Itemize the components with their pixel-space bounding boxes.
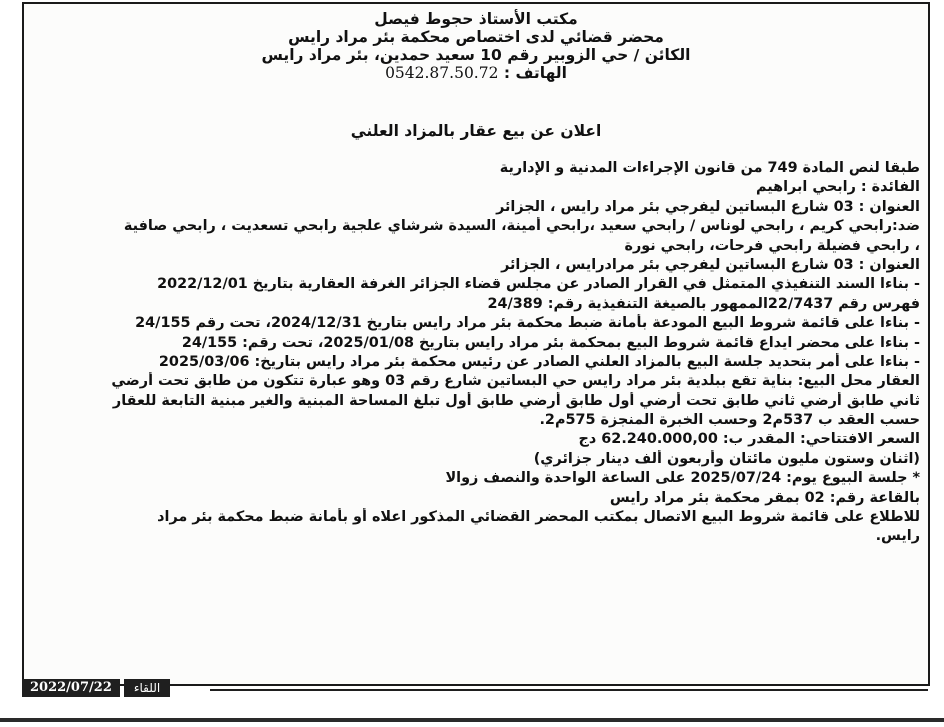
phone-line [24,64,928,82]
body-line: ، رابحي فضيلة رابحي فرحات، رابحي نورة [624,237,920,254]
body-line: - بناءا على قائمة شروط البيع المودعة بأمانة ضبط محكمة بئر مراد رايس بتاريخ 2024/12/31، تحت رقم 24/155 [135,315,920,332]
body-line: - بناءا على أمر بتحديد جلسة البيع بالمزاد العلني الصادر عن رئيس محكمة بئر مراد رايس بتاريخ: 2025/03/06 [158,353,920,370]
phone-label: الهاتف : [503,64,567,82]
publication-footer [22,679,170,697]
body-line: بالقاعة رقم: 02 بمقر محكمة بئر مراد رايس [609,489,920,506]
body-line: ضد:رابحي كريم ، رابحي لوناس / رابحي سعيد ،رابحي أمينة، السيدة شرشاي علجية رابحي تسعديت ، رابحي صافية [123,218,920,235]
body-line: رايس. [875,528,920,545]
body-line: - بناءا السند التنفيذي المتمثل في القرار الصادر عن مجلس قضاء الجزائر الغرفة العقارية بتاريخ 2022/12/01 [157,276,920,293]
footer-rule [210,689,928,691]
announcement-frame [22,2,930,686]
body-line: العقار محل البيع: بناية تقع ببلدية بئر مراد رايس حي البساتين شارع رقم 03 وهو عبارة تتكون من طابق تحت أرضي [111,373,920,390]
body-line: * جلسة البيوع يوم: 2025/07/24 على الساعة الواحدة والنصف زوالا [445,470,920,487]
publication-date: 2022/07/22 [22,679,120,697]
body-line: العنوان : 03 شارع البساتين ليفرجي بئر مراد رايس ، الجزائر [496,198,920,215]
bailiff-header [24,10,928,82]
announcement-title: اعلان عن بيع عقار بالمزاد العلني [350,122,602,140]
body-line: طبقا لنص المادة 749 من قانون الإجراءات المدنية و الإدارية [499,160,920,176]
office-address: الكائن / حي الزوبير رقم 10 سعيد حمدين، بئر مراد رايس [261,46,691,64]
body-line: العنوان : 03 شارع البساتين ليفرجي بئر مرادرايس ، الجزائر [501,256,920,273]
page-bottom-rule [0,718,944,722]
body-line: الفائدة : رابحي ابراهيم [755,179,920,196]
bailiff-role: محضر قضائي لدى اختصاص محكمة بئر مراد رايس [288,28,664,46]
announcement-body [32,159,920,547]
newspaper-name: اللقاء [124,679,170,697]
body-line: السعر الافتتاحي: المقدر ب: 62.240.000,00 دج [578,431,920,448]
body-line: فهرس رقم 22/7437الممهور بالصيغة التنفيذية رقم: 24/389 [487,295,920,312]
body-line: حسب العقد ب 537م2 وحسب الخبرة المنجزة 575م2. [539,412,920,429]
body-line: (اثنان وستون مليون مائتان وأربعون ألف دينار جزائري) [533,450,920,467]
body-line: - بناءا على محضر ايداع قائمة شروط البيع بمحكمة بئر مراد رايس بتاريخ 2025/01/08، تحت رقم: 24/155 [181,334,920,351]
body-line: ثاني طابق أرضي ثاني طابق تحت أرضي أول طابق أرضي طابق أول تبلغ المساحة المبنية والغير مبنية التابعة للعقار [112,392,920,409]
body-line: للاطلاع على قائمة شروط البيع الاتصال بمكتب المحضر القضائي المذكور اعلاه أو بأمانة ضبط محكمة بئر مراد [157,509,920,526]
office-name: مكتب الأستاذ حجوط فيصل [374,10,578,28]
phone-number: 0542.87.50.72 [385,64,499,82]
